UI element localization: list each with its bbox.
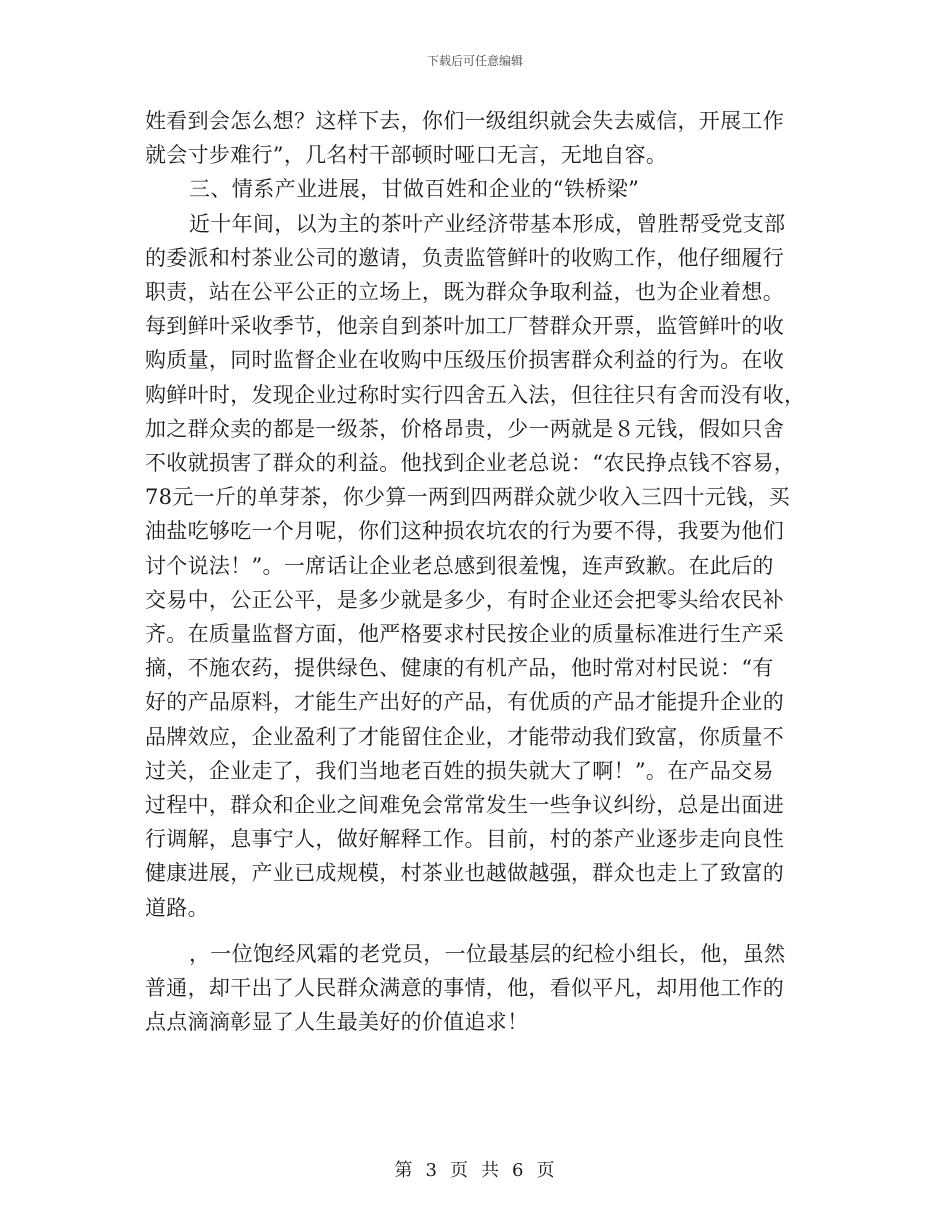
body-line: 就会寸步难行”，几名村干部顿时哑口无言，无地自容。 [145,143,668,168]
body-line: 每到鲜叶采收季节，他亲自到茶叶加工厂替群众开票，监管鲜叶的收 [145,314,784,339]
body-line: 道路。 [145,895,209,920]
page-header-note: 下载后可任意编辑 [426,54,523,68]
body-line: 不收就损害了群众的利益。他找到企业老总说：“农民挣点钱不容易， [145,451,796,476]
body-line: 普通，却干出了人民群众满意的事情，他，看似平凡，却用他工作的 [145,976,784,1001]
body-line: 78元一斤的单芽茶，你少算一两到四两群众就少收入三四十元钱，买 [145,485,791,510]
page-number-footer [0,1156,950,1182]
body-line: 油盐吃够吃一个月呢，你们这种损农坑农的行为要不得，我要为他们 [145,519,784,544]
footer-label-end: 页 [536,1160,556,1181]
footer-current-page: 3 [425,1160,438,1181]
body-line: 加之群众卖的都是一级茶，价格昂贵，少一两就是８元钱，假如只舍 [145,416,784,441]
body-line: 健康进展，产业已成规模，村茶业也越做越强，群众也走上了致富的 [145,861,784,886]
footer-total-pages: 6 [512,1160,525,1181]
body-line: 过关，企业走了，我们当地老百姓的损失就大了啊！”。在产品交易 [145,758,774,783]
body-line: 好的产品原料，才能生产出好的产品，有优质的产品才能提升企业的 [145,690,784,715]
footer-label-of: 页 [450,1160,469,1181]
body-line: 品牌效应，企业盈利了才能留住企业，才能带动我们致富，你质量不 [145,724,784,749]
body-line: 购质量，同时监督企业在收购中压级压价损害群众利益的行为。在收 [145,348,784,373]
body-line: 过程中，群众和企业之间难免会常常发生一些争议纠纷，总是出面进 [145,793,784,818]
body-line: 姓看到会怎么想？这样下去，你们一级组织就会失去威信，开展工作 [145,109,784,133]
body-line: 摘，不施农药，提供绿色、健康的有机产品，他时常对村民说：“有 [145,656,774,681]
body-line: 点点滴滴彰显了人生最美好的价值追求！ [145,1010,529,1035]
body-line: 近十年间，以为主的茶叶产业经济带基本形成，曾胜帮受党支部 [189,211,786,236]
section-heading: 三、情系产业进展，甘做百姓和企业的“铁桥梁” [189,177,640,202]
body-line: 讨个说法！”。一席话让企业老总感到很羞愧，连声致歉。在此后的 [145,553,774,578]
body-line: 的委派和村茶业公司的邀请，负责监管鲜叶的收购工作，他仔细履行 [145,245,784,270]
body-line: 齐。在质量监督方面，他严格要求村民按企业的质量标准进行生产采 [145,622,784,647]
body-line: 行调解，息事宁人，做好解释工作。目前，村的茶产业逐步走向良性 [145,827,784,852]
paragraph-gap [145,925,805,937]
document-body [145,104,805,1039]
body-line: 职责，站在公平公正的立场上，既为群众争取利益，也为企业着想。 [145,280,784,305]
body-line: 交易中，公正公平，是多少就是多少，有时企业还会把零头给农民补 [145,587,784,612]
footer-label-page: 第 [394,1160,414,1181]
body-line: ，一位饱经风霜的老党员，一位最基层的纪检小组长，他，虽然 [189,941,786,966]
body-line: 购鲜叶时，发现企业过称时实行四舍五入法，但往往只有舍而没有收， [145,382,806,407]
footer-label-total: 共 [481,1160,500,1181]
